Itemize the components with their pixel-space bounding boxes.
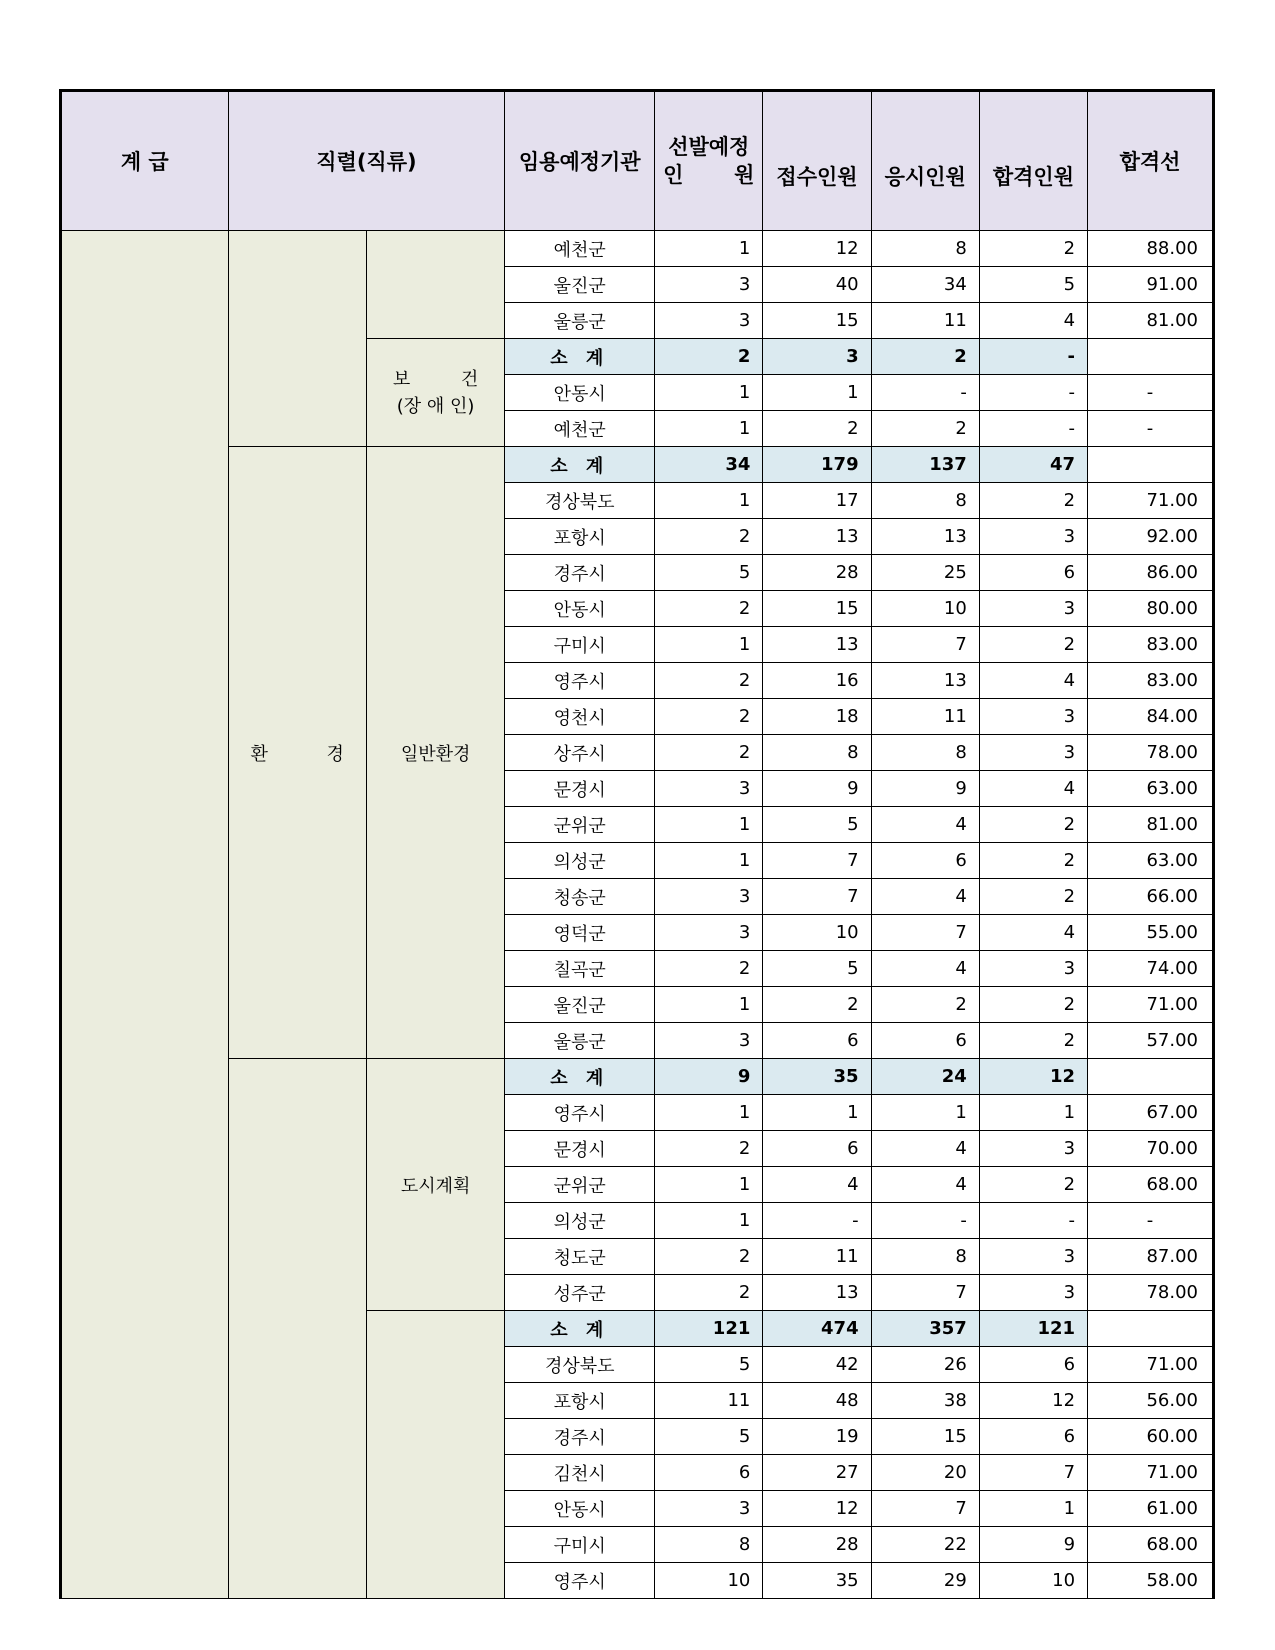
- subseries-health-disabled: [366, 339, 504, 447]
- passed-cell: 121: [979, 1311, 1087, 1347]
- applied-cell: 474: [763, 1311, 871, 1347]
- applied-cell: -: [763, 1203, 871, 1239]
- series-environment: [228, 447, 366, 1059]
- passed-cell: 2: [979, 483, 1087, 519]
- cutoff-cell: -: [1088, 1203, 1214, 1239]
- agency-cell: 소 계: [505, 1311, 655, 1347]
- planned-cell: 6: [655, 1455, 763, 1491]
- planned-cell: 1: [655, 987, 763, 1023]
- agency-cell: 울릉군: [505, 303, 655, 339]
- attended-cell: 2: [871, 411, 979, 447]
- attended-cell: 13: [871, 519, 979, 555]
- passed-cell: 3: [979, 699, 1087, 735]
- planned-cell: 5: [655, 1347, 763, 1383]
- general-env-label: 일반환경: [400, 743, 471, 765]
- grade-group-cell: [61, 231, 229, 1599]
- passed-cell: 2: [979, 1023, 1087, 1059]
- planned-cell: 3: [655, 771, 763, 807]
- planned-cell: 5: [655, 1419, 763, 1455]
- cutoff-cell: 68.00: [1088, 1167, 1214, 1203]
- applied-cell: 4: [763, 1167, 871, 1203]
- header-planned: [655, 91, 763, 231]
- agency-cell: 안동시: [505, 1491, 655, 1527]
- applied-cell: 1: [763, 375, 871, 411]
- cutoff-cell: 60.00: [1088, 1419, 1214, 1455]
- passed-cell: 6: [979, 1419, 1087, 1455]
- applied-cell: 13: [763, 519, 871, 555]
- passed-cell: 2: [979, 879, 1087, 915]
- agency-cell: 구미시: [505, 1527, 655, 1563]
- passed-cell: -: [979, 1203, 1087, 1239]
- applied-cell: 28: [763, 1527, 871, 1563]
- attended-cell: 2: [871, 339, 979, 375]
- planned-cell: 2: [655, 519, 763, 555]
- planned-cell: 3: [655, 303, 763, 339]
- passed-cell: 5: [979, 267, 1087, 303]
- cutoff-cell: 86.00: [1088, 555, 1214, 591]
- applied-cell: 10: [763, 915, 871, 951]
- agency-cell: 경주시: [505, 1419, 655, 1455]
- agency-cell: 영주시: [505, 1095, 655, 1131]
- planned-cell: 3: [655, 915, 763, 951]
- applied-cell: 40: [763, 267, 871, 303]
- planned-cell: 1: [655, 375, 763, 411]
- cutoff-cell: 80.00: [1088, 591, 1214, 627]
- planned-cell: 121: [655, 1311, 763, 1347]
- cutoff-cell: [1088, 339, 1214, 375]
- attended-cell: 4: [871, 1167, 979, 1203]
- subseries-blank-upper: [366, 231, 504, 339]
- passed-cell: 4: [979, 915, 1087, 951]
- cutoff-cell: 57.00: [1088, 1023, 1214, 1059]
- subseries-blank-lower: [366, 1311, 504, 1599]
- attended-cell: 7: [871, 1491, 979, 1527]
- applied-cell: 15: [763, 303, 871, 339]
- cutoff-cell: 83.00: [1088, 627, 1214, 663]
- agency-cell: 예천군: [505, 231, 655, 267]
- attended-cell: 26: [871, 1347, 979, 1383]
- agency-cell: 문경시: [505, 771, 655, 807]
- attended-cell: -: [871, 375, 979, 411]
- passed-cell: 4: [979, 663, 1087, 699]
- attended-cell: 10: [871, 591, 979, 627]
- attended-cell: 7: [871, 1275, 979, 1311]
- attended-cell: 11: [871, 303, 979, 339]
- header-passed: 합격인원: [979, 91, 1087, 231]
- planned-cell: 2: [655, 1275, 763, 1311]
- attended-cell: 4: [871, 807, 979, 843]
- attended-cell: 8: [871, 483, 979, 519]
- applied-cell: 2: [763, 411, 871, 447]
- cutoff-cell: 68.00: [1088, 1527, 1214, 1563]
- cutoff-cell: 63.00: [1088, 843, 1214, 879]
- agency-cell: 영주시: [505, 663, 655, 699]
- attended-cell: 6: [871, 1023, 979, 1059]
- cutoff-cell: [1088, 1311, 1214, 1347]
- header-planned-line2b: 원: [734, 163, 755, 187]
- planned-cell: 2: [655, 591, 763, 627]
- applied-cell: 5: [763, 951, 871, 987]
- planned-cell: 2: [655, 339, 763, 375]
- passed-cell: 6: [979, 1347, 1087, 1383]
- header-planned-line2a: 인: [663, 163, 684, 187]
- passed-cell: 4: [979, 303, 1087, 339]
- agency-cell: 울진군: [505, 267, 655, 303]
- cutoff-cell: 84.00: [1088, 699, 1214, 735]
- attended-cell: 137: [871, 447, 979, 483]
- applied-cell: 18: [763, 699, 871, 735]
- applied-cell: 6: [763, 1131, 871, 1167]
- attended-cell: 8: [871, 1239, 979, 1275]
- agency-cell: 영천시: [505, 699, 655, 735]
- header-row: [61, 91, 1214, 231]
- applied-cell: 13: [763, 627, 871, 663]
- attended-cell: 8: [871, 231, 979, 267]
- planned-cell: 2: [655, 735, 763, 771]
- applied-cell: 28: [763, 555, 871, 591]
- planned-cell: 2: [655, 951, 763, 987]
- passed-cell: 3: [979, 519, 1087, 555]
- cutoff-cell: 81.00: [1088, 807, 1214, 843]
- applied-cell: 15: [763, 591, 871, 627]
- cutoff-cell: 71.00: [1088, 987, 1214, 1023]
- passed-cell: 2: [979, 807, 1087, 843]
- cutoff-cell: 55.00: [1088, 915, 1214, 951]
- attended-cell: 34: [871, 267, 979, 303]
- passed-cell: -: [979, 411, 1087, 447]
- passed-cell: 1: [979, 1491, 1087, 1527]
- planned-cell: 10: [655, 1563, 763, 1599]
- passed-cell: 7: [979, 1455, 1087, 1491]
- passed-cell: 9: [979, 1527, 1087, 1563]
- cutoff-cell: 67.00: [1088, 1095, 1214, 1131]
- attended-cell: 4: [871, 879, 979, 915]
- applied-cell: 13: [763, 1275, 871, 1311]
- agency-cell: 영덕군: [505, 915, 655, 951]
- cutoff-cell: 78.00: [1088, 1275, 1214, 1311]
- attended-cell: 1: [871, 1095, 979, 1131]
- header-agency: 임용예정기관: [505, 91, 655, 231]
- cutoff-cell: 91.00: [1088, 267, 1214, 303]
- cutoff-cell: 78.00: [1088, 735, 1214, 771]
- applied-cell: 12: [763, 1491, 871, 1527]
- applied-cell: 35: [763, 1563, 871, 1599]
- cutoff-cell: 61.00: [1088, 1491, 1214, 1527]
- env-label-b: 경: [326, 743, 344, 765]
- agency-cell: 문경시: [505, 1131, 655, 1167]
- passed-cell: 3: [979, 591, 1087, 627]
- cutoff-cell: 92.00: [1088, 519, 1214, 555]
- cutoff-cell: 81.00: [1088, 303, 1214, 339]
- passed-cell: 3: [979, 735, 1087, 771]
- cutoff-cell: [1088, 447, 1214, 483]
- applied-cell: 3: [763, 339, 871, 375]
- cutoff-cell: -: [1088, 375, 1214, 411]
- attended-cell: 8: [871, 735, 979, 771]
- planned-cell: 8: [655, 1527, 763, 1563]
- passed-cell: 1: [979, 1095, 1087, 1131]
- agency-cell: 구미시: [505, 627, 655, 663]
- attended-cell: 38: [871, 1383, 979, 1419]
- planned-cell: 2: [655, 699, 763, 735]
- attended-cell: 2: [871, 987, 979, 1023]
- header-applied: 접수인원: [763, 91, 871, 231]
- agency-cell: 안동시: [505, 591, 655, 627]
- passed-cell: 3: [979, 1131, 1087, 1167]
- attended-cell: -: [871, 1203, 979, 1239]
- planned-cell: 1: [655, 231, 763, 267]
- header-series: 직렬(직류): [228, 91, 505, 231]
- agency-cell: 울릉군: [505, 1023, 655, 1059]
- passed-cell: 6: [979, 555, 1087, 591]
- applied-cell: 19: [763, 1419, 871, 1455]
- applied-cell: 48: [763, 1383, 871, 1419]
- attended-cell: 9: [871, 771, 979, 807]
- applied-cell: 11: [763, 1239, 871, 1275]
- applied-cell: 17: [763, 483, 871, 519]
- attended-cell: 357: [871, 1311, 979, 1347]
- cutoff-cell: 58.00: [1088, 1563, 1214, 1599]
- planned-cell: 1: [655, 483, 763, 519]
- header-grade: 계 급: [61, 91, 229, 231]
- applied-cell: 2: [763, 987, 871, 1023]
- planned-cell: 11: [655, 1383, 763, 1419]
- header-attended: 응시인원: [871, 91, 979, 231]
- agency-cell: 의성군: [505, 843, 655, 879]
- applied-cell: 7: [763, 879, 871, 915]
- applied-cell: 42: [763, 1347, 871, 1383]
- planned-cell: 1: [655, 807, 763, 843]
- planned-cell: 2: [655, 663, 763, 699]
- cutoff-cell: 87.00: [1088, 1239, 1214, 1275]
- planned-cell: 3: [655, 879, 763, 915]
- planned-cell: 3: [655, 1491, 763, 1527]
- cutoff-cell: 70.00: [1088, 1131, 1214, 1167]
- agency-cell: 경주시: [505, 555, 655, 591]
- table-row: [61, 231, 1214, 267]
- health-label-a: 보: [392, 368, 411, 390]
- agency-cell: 울진군: [505, 987, 655, 1023]
- applied-cell: 9: [763, 771, 871, 807]
- attended-cell: 13: [871, 663, 979, 699]
- subtotal-row: [61, 447, 1214, 483]
- cutoff-cell: [1088, 1059, 1214, 1095]
- planned-cell: 3: [655, 1023, 763, 1059]
- planned-cell: 1: [655, 1203, 763, 1239]
- header-cutoff: 합격선: [1088, 91, 1214, 231]
- planned-cell: 1: [655, 411, 763, 447]
- planned-cell: 2: [655, 1131, 763, 1167]
- applied-cell: 6: [763, 1023, 871, 1059]
- header-planned-line1: 선발예정: [668, 134, 750, 159]
- planned-cell: 9: [655, 1059, 763, 1095]
- subtotal-row: [61, 1059, 1214, 1095]
- planned-cell: 2: [655, 1239, 763, 1275]
- subseries-general-env: [366, 447, 504, 1059]
- agency-cell: 김천시: [505, 1455, 655, 1491]
- agency-cell: 청송군: [505, 879, 655, 915]
- series-group-lower: [228, 1059, 366, 1599]
- agency-cell: 경상북도: [505, 483, 655, 519]
- agency-cell: 칠곡군: [505, 951, 655, 987]
- passed-cell: 2: [979, 627, 1087, 663]
- agency-cell: 청도군: [505, 1239, 655, 1275]
- attended-cell: 6: [871, 843, 979, 879]
- recruitment-results-table: [59, 89, 1215, 1599]
- cutoff-cell: 56.00: [1088, 1383, 1214, 1419]
- attended-cell: 7: [871, 915, 979, 951]
- passed-cell: 12: [979, 1383, 1087, 1419]
- cutoff-cell: 66.00: [1088, 879, 1214, 915]
- planned-cell: 5: [655, 555, 763, 591]
- subseries-urban-planning: [366, 1059, 504, 1311]
- attended-cell: 20: [871, 1455, 979, 1491]
- applied-cell: 5: [763, 807, 871, 843]
- attended-cell: 22: [871, 1527, 979, 1563]
- applied-cell: 179: [763, 447, 871, 483]
- attended-cell: 24: [871, 1059, 979, 1095]
- planned-cell: 1: [655, 1167, 763, 1203]
- health-label-b: 건: [460, 368, 479, 390]
- applied-cell: 12: [763, 231, 871, 267]
- agency-cell: 의성군: [505, 1203, 655, 1239]
- passed-cell: 2: [979, 1167, 1087, 1203]
- attended-cell: 4: [871, 1131, 979, 1167]
- agency-cell: 상주시: [505, 735, 655, 771]
- agency-cell: 경상북도: [505, 1347, 655, 1383]
- attended-cell: 11: [871, 699, 979, 735]
- env-label-a: 환: [250, 743, 268, 765]
- planned-cell: 3: [655, 267, 763, 303]
- agency-cell: 군위군: [505, 807, 655, 843]
- applied-cell: 35: [763, 1059, 871, 1095]
- attended-cell: 4: [871, 951, 979, 987]
- passed-cell: 47: [979, 447, 1087, 483]
- passed-cell: 2: [979, 231, 1087, 267]
- cutoff-cell: 74.00: [1088, 951, 1214, 987]
- cutoff-cell: 63.00: [1088, 771, 1214, 807]
- health-label-c: (장 애 인): [396, 395, 475, 417]
- agency-cell: 소 계: [505, 447, 655, 483]
- passed-cell: 12: [979, 1059, 1087, 1095]
- cutoff-cell: 71.00: [1088, 1455, 1214, 1491]
- agency-cell: 포항시: [505, 1383, 655, 1419]
- passed-cell: -: [979, 375, 1087, 411]
- agency-cell: 영주시: [505, 1563, 655, 1599]
- agency-cell: 포항시: [505, 519, 655, 555]
- attended-cell: 15: [871, 1419, 979, 1455]
- agency-cell: 안동시: [505, 375, 655, 411]
- applied-cell: 27: [763, 1455, 871, 1491]
- planned-cell: 34: [655, 447, 763, 483]
- cutoff-cell: 71.00: [1088, 483, 1214, 519]
- agency-cell: 예천군: [505, 411, 655, 447]
- passed-cell: -: [979, 339, 1087, 375]
- urban-plan-label: 도시계획: [400, 1175, 471, 1197]
- passed-cell: 4: [979, 771, 1087, 807]
- agency-cell: 소 계: [505, 339, 655, 375]
- planned-cell: 1: [655, 843, 763, 879]
- attended-cell: 29: [871, 1563, 979, 1599]
- applied-cell: 16: [763, 663, 871, 699]
- attended-cell: 25: [871, 555, 979, 591]
- agency-cell: 성주군: [505, 1275, 655, 1311]
- passed-cell: 2: [979, 843, 1087, 879]
- passed-cell: 3: [979, 951, 1087, 987]
- planned-cell: 1: [655, 627, 763, 663]
- passed-cell: 3: [979, 1239, 1087, 1275]
- agency-cell: 소 계: [505, 1059, 655, 1095]
- attended-cell: 7: [871, 627, 979, 663]
- cutoff-cell: -: [1088, 411, 1214, 447]
- applied-cell: 8: [763, 735, 871, 771]
- passed-cell: 3: [979, 1275, 1087, 1311]
- agency-cell: 군위군: [505, 1167, 655, 1203]
- cutoff-cell: 83.00: [1088, 663, 1214, 699]
- passed-cell: 10: [979, 1563, 1087, 1599]
- applied-cell: 7: [763, 843, 871, 879]
- planned-cell: 1: [655, 1095, 763, 1131]
- cutoff-cell: 71.00: [1088, 1347, 1214, 1383]
- applied-cell: 1: [763, 1095, 871, 1131]
- cutoff-cell: 88.00: [1088, 231, 1214, 267]
- series-group-upper: [228, 231, 366, 447]
- passed-cell: 2: [979, 987, 1087, 1023]
